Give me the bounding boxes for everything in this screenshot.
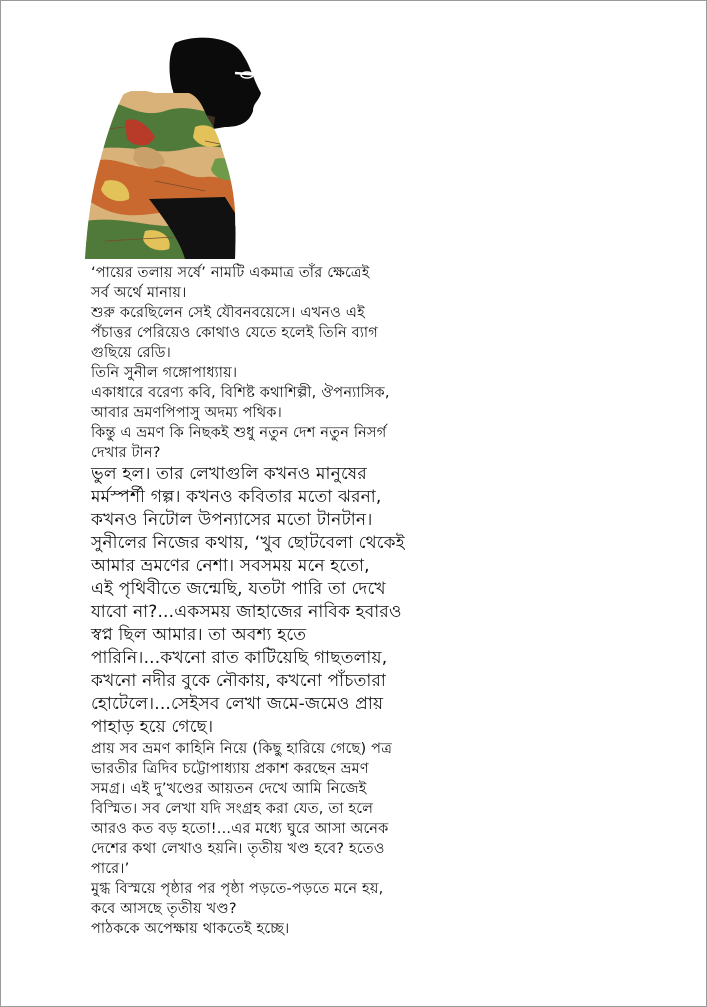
text-line: পারে।’ — [91, 861, 130, 877]
text-line: যাবো না?...একসময় জাহাজের নাবিক হবারও — [91, 602, 402, 622]
text-line: কখনো নদীর বুকে নৌকায়, কখনো পাঁচতারা — [91, 671, 386, 691]
text-line: কখনও নিটোল উপন্যাসের মতো টানটান। — [91, 510, 373, 530]
text-line: পঁচাত্তর পেরিয়েও কোথাও যেতে হলেই তিনি ব্যাগ — [91, 325, 379, 341]
silhouette-with-map-texture-icon — [85, 31, 285, 259]
text-line: হোটেলে।...সেইসব লেখা জমে-জমেও প্রায় — [91, 694, 384, 714]
text-line: দেখার টান? — [91, 445, 161, 461]
text-line: ভুল হল। তার লেখাগুলি কখনও মানুষের — [91, 464, 367, 484]
blurb-text — [91, 263, 671, 939]
text-line: এই পৃথিবীতে জন্মেছি, যতটা পারি তা দেখে — [91, 579, 386, 599]
text-line: মর্মস্পর্শী গল্প। কখনও কবিতার মতো ঝরনা, — [91, 487, 382, 507]
text-line: মুগ্ধ বিস্ময়ে পৃষ্ঠার পর পৃষ্ঠা পড়তে-পড়তে মনে হয়, — [91, 881, 384, 897]
text-line: প্রায় সব ভ্রমণ কাহিনি নিয়ে (কিছু হারিয়ে গেছে) পত্র — [91, 741, 393, 757]
text-line: কিন্তু এ ভ্রমণ কি নিছকই শুধু নতুন দেশ নতুন নিসর্গ — [91, 425, 387, 441]
text-line: তিনি সুনীল গঙ্গোপাধ্যায়। — [91, 365, 238, 381]
text-line: একাধারে বরেণ্য কবি, বিশিষ্ট কথাশিল্পী, ঔপন্যাসিক, — [91, 385, 390, 401]
text-line: কবে আসছে তৃতীয় খণ্ড? — [91, 901, 237, 917]
text-line: গুছিয়ে রেডি। — [91, 345, 172, 361]
text-line: ভারতীর ত্রিদিব চট্টোপাধ্যায় প্রকাশ করছেন ভ্রমণ — [91, 761, 369, 777]
text-line: সুনীলের নিজের কথায়, ‘খুব ছোটবেলা থেকেই — [91, 533, 405, 553]
text-line: ‘পায়ের তলায় সর্ষে’ নামটি একমাত্র তাঁর ক্ষেত্রেই — [91, 265, 370, 281]
text-line: স্বপ্ন ছিল আমার। তা অবশ্য হতে — [91, 625, 307, 645]
text-line: আমার ভ্রমণের নেশা। সবসময় মনে হতো, — [91, 556, 370, 576]
text-line: পাহাড় হয়ে গেছে। — [91, 717, 214, 737]
text-line: আবার ভ্রমণপিপাসু অদম্য পথিক। — [91, 405, 283, 421]
text-line: পারিনি।...কখনো রাত কাটিয়েছি গাছতলায়, — [91, 648, 388, 668]
text-line: পাঠককে অপেক্ষায় থাকতেই হচ্ছে। — [91, 921, 290, 937]
text-line: দেশের কথা লেখাও হয়নি। তৃতীয় খণ্ড হবে? হতেও — [91, 841, 385, 857]
text-line: সর্ব অর্থে মানায়। — [91, 285, 187, 301]
text-line: সমগ্র। এই দু’খণ্ডের আয়তন দেখে আমি নিজেই — [91, 781, 367, 797]
text-line: বিস্মিত। সব লেখা যদি সংগ্রহ করা যেত, তা হলে — [91, 801, 374, 817]
text-line: শুরু করেছিলেন সেই যৌবনবয়েসে। এখনও এই — [91, 305, 365, 321]
text-line: আরও কত বড় হতো!...এর মধ্যে ঘুরে আসা অনেক — [91, 821, 389, 837]
